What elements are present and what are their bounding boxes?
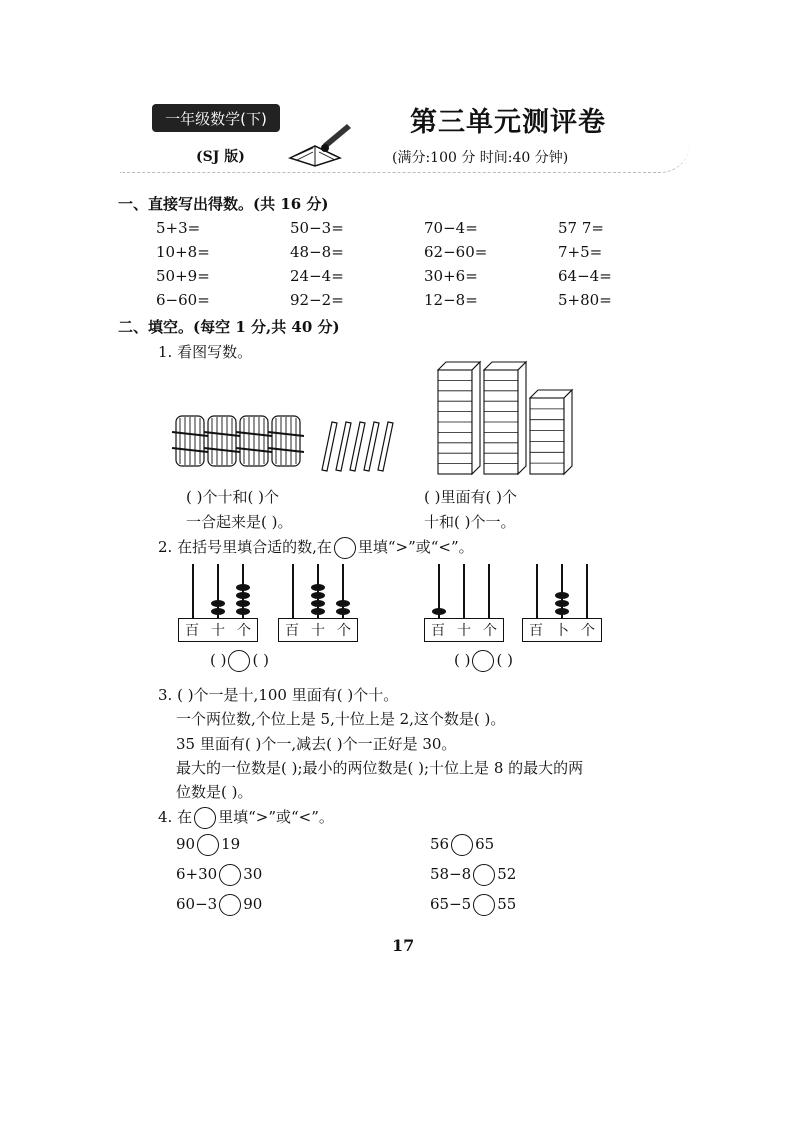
q4-item — [176, 894, 262, 916]
abacus-1 — [178, 558, 258, 642]
abacus-4 — [522, 558, 602, 642]
answer-blank[interactable]: ( ) — [496, 651, 513, 669]
abacus-frame — [424, 618, 504, 642]
q4-item — [176, 834, 240, 856]
abacus-frame — [178, 618, 258, 642]
arith-row-2 — [156, 243, 692, 261]
abacus-bead — [311, 592, 325, 599]
arith-item: 64−4= — [558, 267, 612, 285]
abacus-bead — [236, 608, 250, 615]
arith-item: 30+6= — [424, 267, 478, 285]
compare-circle[interactable] — [219, 894, 241, 916]
place-label: 个 — [581, 623, 595, 639]
q3-line-2: 一个两位数,个位上是 5,十位上是 2,这个数是( )。 — [176, 710, 506, 728]
grade-badge: 一年级数学(下) — [152, 104, 280, 132]
arith-item: 70−4= — [424, 219, 478, 237]
place-label: 百 — [431, 623, 445, 639]
abacus-bead — [236, 600, 250, 607]
arith-row-4 — [156, 291, 692, 309]
answer-blank[interactable]: ( ) — [252, 651, 269, 669]
place-label: 百 — [185, 623, 199, 639]
abacus-bead — [211, 600, 225, 607]
q4-label — [158, 806, 334, 829]
abacus-bead — [555, 592, 569, 599]
q1-right-line2: 十和( )个一。 — [424, 513, 516, 531]
compare-circle[interactable] — [473, 894, 495, 916]
abacus-rod — [292, 564, 294, 620]
compare-left-expr: 58−8 — [430, 865, 472, 883]
compare-left-expr: 90 — [176, 835, 196, 853]
compare-circle[interactable] — [473, 864, 495, 886]
q3-line-4: 最大的一位数是( );最小的两位数是( );十位上是 8 的最大的两 — [176, 759, 584, 777]
q1-left-line1: ( )个十和( )个 — [186, 488, 279, 506]
abacus-bead — [432, 608, 446, 615]
compare-circle[interactable] — [194, 807, 216, 829]
abacus-bead — [311, 584, 325, 591]
arith-item: 10+8= — [156, 243, 210, 261]
q3-line-5: 位数是( )。 — [176, 783, 253, 801]
q1-right-line1: ( )里面有( )个 — [424, 488, 517, 506]
compare-circle[interactable] — [219, 864, 241, 886]
compare-right-expr: 19 — [221, 835, 241, 853]
q3-line-3: 35 里面有( )个一,减去( )个一正好是 30。 — [176, 735, 457, 753]
compare-right-expr: 30 — [243, 865, 263, 883]
compare-right-expr: 55 — [497, 895, 517, 913]
ten-stick-bundle-icon — [172, 416, 208, 466]
compare-right-expr: 65 — [475, 835, 495, 853]
q4-label-text: 里填“>”或“<”。 — [218, 808, 334, 826]
arith-item: 50−3= — [290, 219, 344, 237]
q3-line-1: 3. ( )个一是十,100 里面有( )个十。 — [158, 686, 399, 704]
compare-circle[interactable] — [451, 834, 473, 856]
place-label: 十 — [457, 623, 471, 639]
page-number: 17 — [392, 936, 415, 955]
arith-item: 92−2= — [290, 291, 344, 309]
compare-left-expr: 60−3 — [176, 895, 218, 913]
place-label: 十 — [311, 623, 325, 639]
exam-info: (满分:100 分 时间:40 分钟) — [392, 150, 569, 166]
q1-label: 1. 看图写数。 — [158, 343, 253, 361]
compare-circle[interactable] — [472, 650, 494, 672]
arith-row-3 — [156, 267, 692, 285]
book-pencil-icon — [285, 118, 355, 168]
compare-left-expr: 6+30 — [176, 865, 218, 883]
compare-left-expr: 65−5 — [430, 895, 472, 913]
abacus-2 — [278, 558, 358, 642]
cube-stacks-figure — [432, 356, 578, 478]
edition-label: (SJ 版) — [196, 149, 245, 165]
abacus-bead — [336, 608, 350, 615]
q4-item — [430, 864, 516, 886]
abacus-bead — [236, 584, 250, 591]
abacus-rod — [463, 564, 465, 620]
q2-compare-left — [210, 650, 269, 672]
place-label: 百 — [529, 623, 543, 639]
q2-label-text: 2. 在括号里填合适的数,在 — [158, 538, 332, 556]
q2-label-text: 里填“>”或“<”。 — [357, 538, 474, 556]
q2-compare-right — [454, 650, 513, 672]
arith-row-1 — [156, 219, 692, 237]
abacus-rod — [192, 564, 194, 620]
q1-left-line2: 一合起来是( )。 — [186, 513, 293, 531]
section1-heading: 一、直接写出得数。(共 16 分) — [118, 195, 329, 213]
arith-item: 57 7= — [558, 219, 604, 237]
abacus-bead — [311, 608, 325, 615]
abacus-frame — [522, 618, 602, 642]
abacus-bead — [336, 600, 350, 607]
arith-item: 12−8= — [424, 291, 478, 309]
abacus-frame — [278, 618, 358, 642]
single-sticks-icon — [322, 422, 393, 471]
arith-item: 24−4= — [290, 267, 344, 285]
compare-circle[interactable] — [197, 834, 219, 856]
q4-item — [176, 864, 262, 886]
answer-blank[interactable]: ( ) — [210, 651, 227, 669]
q4-item — [430, 894, 516, 916]
arith-item: 50+9= — [156, 267, 210, 285]
abacus-rod — [536, 564, 538, 620]
page-title: 第三单元测评卷 — [410, 107, 606, 138]
abacus-rod — [586, 564, 588, 620]
compare-right-expr: 90 — [243, 895, 263, 913]
stick-bundles-figure — [170, 410, 400, 474]
answer-blank[interactable]: ( ) — [454, 651, 471, 669]
place-label: 个 — [483, 623, 497, 639]
place-label: 百 — [285, 623, 299, 639]
arith-item: 5+3= — [156, 219, 201, 237]
arith-item: 5+80= — [558, 291, 612, 309]
arith-item: 7+5= — [558, 243, 603, 261]
abacus-bead — [236, 592, 250, 599]
compare-right-expr: 52 — [497, 865, 517, 883]
abacus-bead — [311, 600, 325, 607]
abacus-bead — [555, 600, 569, 607]
abacus-rod — [488, 564, 490, 620]
compare-left-expr: 56 — [430, 835, 450, 853]
abacus-3 — [424, 558, 504, 642]
q4-label-text: 4. 在 — [158, 808, 193, 826]
arith-item: 48−8= — [290, 243, 344, 261]
place-label: 个 — [237, 623, 251, 639]
q2-label — [158, 536, 474, 559]
compare-circle[interactable] — [334, 537, 356, 559]
place-label: 十 — [211, 623, 225, 639]
place-label: 个 — [337, 623, 351, 639]
place-label: 卜 — [555, 623, 569, 639]
abacus-bead — [555, 608, 569, 615]
abacus-bead — [211, 608, 225, 615]
arith-item: 62−60= — [424, 243, 488, 261]
section2-heading: 二、填空。(每空 1 分,共 40 分) — [118, 318, 340, 336]
compare-circle[interactable] — [228, 650, 250, 672]
q4-item — [430, 834, 494, 856]
arith-item: 6−60= — [156, 291, 210, 309]
